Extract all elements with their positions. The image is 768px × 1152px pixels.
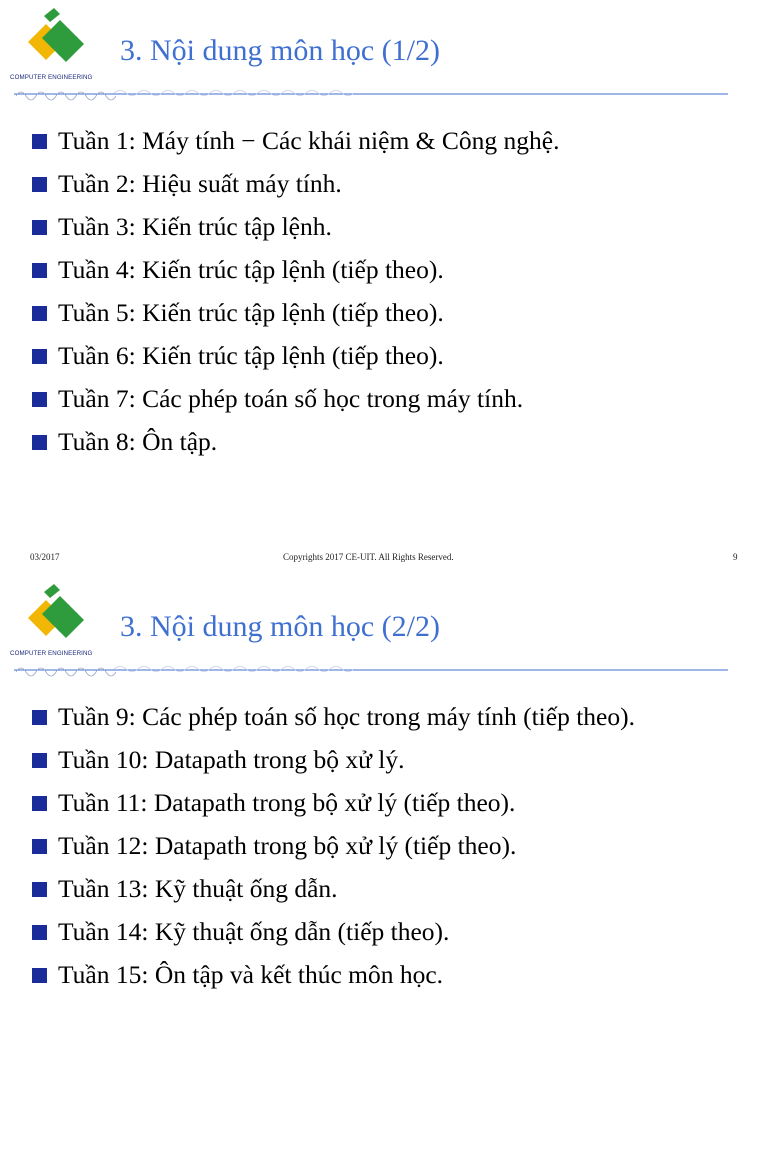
list-item: Tuần 10: Datapath trong bộ xử lý. (32, 743, 635, 786)
bullet-square-icon (32, 925, 47, 940)
title-divider (14, 658, 728, 680)
list-item: Tuần 15: Ôn tập và kết thúc môn học. (32, 958, 635, 1001)
logo-emblem-icon (24, 584, 88, 646)
list-item: Tuần 6: Kiến trúc tập lệnh (tiếp theo). (32, 339, 559, 382)
slide-footer (0, 552, 768, 566)
slide-title: 3. Nội dung môn học (2/2) (120, 610, 440, 643)
list-item: Tuần 12: Datapath trong bộ xử lý (tiếp theo). (32, 829, 635, 872)
bullet-square-icon (32, 710, 47, 725)
bullet-square-icon (32, 796, 47, 811)
footer-date: 03/2017 (30, 552, 60, 562)
list-item: Tuần 14: Kỹ thuật ống dẫn (tiếp theo). (32, 915, 635, 958)
bullet-square-icon (32, 177, 47, 192)
logo-text: COMPUTER ENGINEERING (10, 650, 93, 657)
logo-text: COMPUTER ENGINEERING (10, 74, 93, 81)
bullet-square-icon (32, 392, 47, 407)
bullet-square-icon (32, 435, 47, 450)
slide-title: 3. Nội dung môn học (1/2) (120, 34, 440, 67)
bullet-square-icon (32, 753, 47, 768)
list-item: Tuần 8: Ôn tập. (32, 425, 559, 468)
list-item: Tuần 4: Kiến trúc tập lệnh (tiếp theo). (32, 253, 559, 296)
bullet-square-icon (32, 220, 47, 235)
list-item: Tuần 11: Datapath trong bộ xử lý (tiếp theo). (32, 786, 635, 829)
title-divider (14, 82, 728, 104)
list-item: Tuần 2: Hiệu suất máy tính. (32, 167, 559, 210)
list-item: Tuần 7: Các phép toán số học trong máy tính. (32, 382, 559, 425)
slide-2 (0, 576, 768, 1152)
bullet-square-icon (32, 263, 47, 278)
list-item: Tuần 9: Các phép toán số học trong máy tính (tiếp theo). (32, 700, 635, 743)
footer-page-number: 9 (733, 552, 738, 562)
list-item: Tuần 3: Kiến trúc tập lệnh. (32, 210, 559, 253)
list-item: Tuần 1: Máy tính − Các khái niệm & Công nghệ. (32, 124, 559, 167)
computer-engineering-logo (10, 8, 102, 84)
list-item: Tuần 5: Kiến trúc tập lệnh (tiếp theo). (32, 296, 559, 339)
topic-list (32, 124, 559, 468)
bullet-square-icon (32, 349, 47, 364)
bullet-square-icon (32, 882, 47, 897)
computer-engineering-logo (10, 584, 102, 660)
list-item: Tuần 13: Kỹ thuật ống dẫn. (32, 872, 635, 915)
logo-emblem-icon (24, 8, 88, 70)
topic-list (32, 700, 635, 1001)
bullet-square-icon (32, 968, 47, 983)
bullet-square-icon (32, 306, 47, 321)
bullet-square-icon (32, 839, 47, 854)
footer-copyright: Copyrights 2017 CE-UIT. All Rights Reserved. (283, 552, 454, 562)
bullet-square-icon (32, 134, 47, 149)
